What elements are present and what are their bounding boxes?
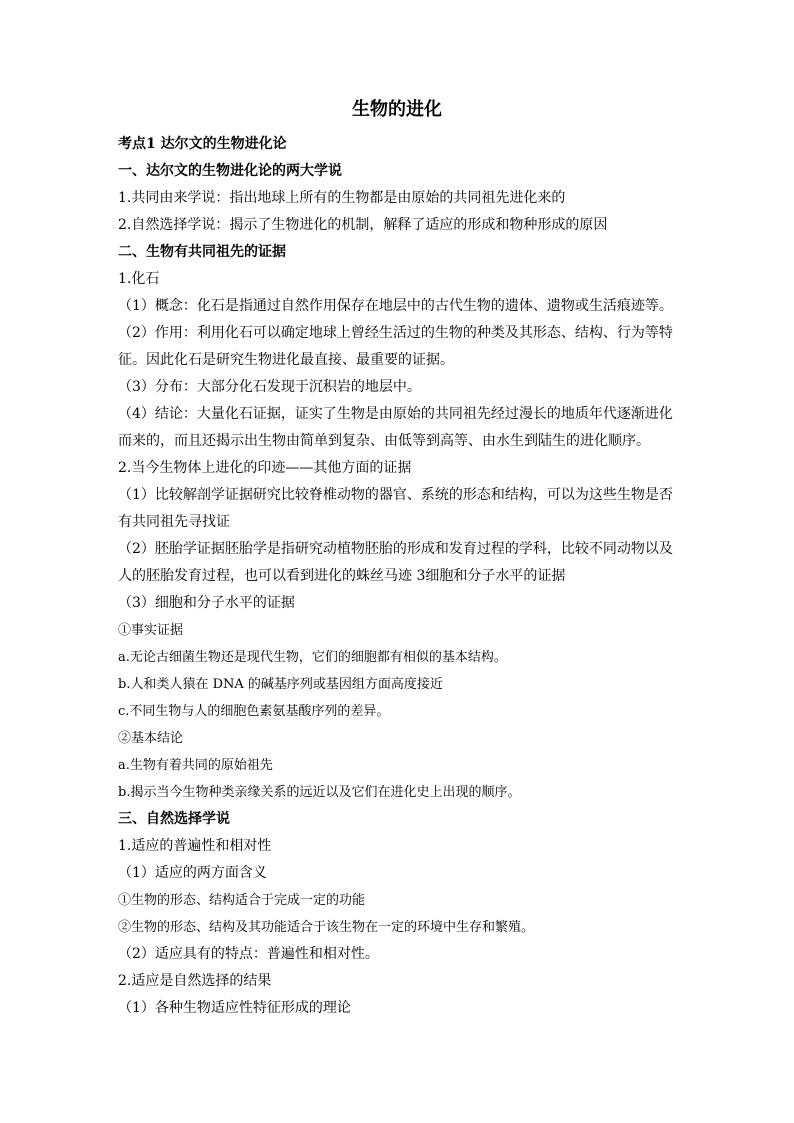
paragraph-line: （1）概念：化石是指通过自然作用保存在地层中的古代生物的遗体、遗物或生活痕迹等。	[118, 298, 673, 314]
paragraph-line: b.揭示当今生物种类亲缘关系的远近以及它们在进化史上出现的顺序。	[118, 785, 521, 800]
paragraph-line: （2）适应具有的特点：普遍性和相对性。	[118, 946, 379, 962]
document-title: 生物的进化	[352, 99, 442, 120]
section-heading: 三、自然选择学说	[118, 811, 230, 827]
paragraph-line: 2.自然选择学说：揭示了生物进化的机制，解释了适应的形成和物种形成的原因	[118, 217, 608, 233]
section-heading: 考点1 达尔文的生物进化论	[118, 136, 287, 152]
paragraph-line: （1）适应的两方面含义	[118, 865, 267, 881]
paragraph-line: b.人和类人猿在 DNA 的碱基序列或基因组方面高度接近	[118, 677, 443, 692]
paragraph-line: a.无论古细菌生物还是现代生物，它们的细胞都有相似的基本结构。	[118, 650, 507, 665]
paragraph-line: 而来的，而且还揭示出生物由简单到复杂、由低等到高等、由水生到陆生的进化顺序。	[118, 433, 650, 449]
paragraph-line: 2.当今生物体上进化的印迹——其他方面的证据	[118, 460, 412, 476]
paragraph-line: ②生物的形态、结构及其功能适合于该生物在一定的环境中生存和繁殖。	[118, 920, 535, 935]
paragraph-line: c.不同生物与人的细胞色素氨基酸序列的差异。	[118, 704, 390, 719]
paragraph-line: （1）比较解剖学证据研究比较脊椎动物的器官、系统的形态和结构，可以为这些生物是否	[118, 487, 673, 503]
paragraph-line: （3）分布：大部分化石发现于沉积岩的地层中。	[118, 379, 421, 395]
paragraph-line: （4）结论：大量化石证据，证实了生物是由原始的共同祖先经过漫长的地质年代逐渐进化	[118, 406, 673, 422]
paragraph-line: 1.化石	[118, 271, 160, 287]
paragraph-line: 人的胚胎发育过程，也可以看到进化的蛛丝马迹 3细胞和分子水平的证据	[118, 568, 566, 584]
paragraph-line: a.生物有着共同的原始祖先	[118, 758, 273, 773]
paragraph-line: （3）细胞和分子水平的证据	[118, 595, 295, 611]
paragraph-line: 征。因此化石是研究生物进化最直接、最重要的证据。	[118, 352, 454, 368]
paragraph-line: （1）各种生物适应性特征形成的理论	[118, 1000, 351, 1016]
paragraph-line: （2）作用：利用化石可以确定地球上曾经生活过的生物的种类及其形态、结构、行为等特	[118, 325, 673, 341]
paragraph-line: 1.适应的普遍性和相对性	[118, 838, 272, 854]
paragraph-line: ①事实证据	[118, 623, 184, 638]
section-heading: 一、达尔文的生物进化论的两大学说	[118, 163, 342, 179]
paragraph-line: （2）胚胎学证据胚胎学是指研究动植物胚胎的形成和发育过程的学科，比较不同动物以及	[118, 541, 673, 557]
paragraph-line: 2.适应是自然选择的结果	[118, 973, 272, 989]
section-heading: 二、生物有共同祖先的证据	[118, 244, 286, 260]
paragraph-line: 有共同祖先寻找证	[118, 514, 230, 530]
paragraph-line: ①生物的形态、结构适合于完成一定的功能	[118, 893, 366, 908]
paragraph-line: 1.共同由来学说：指出地球上所有的生物都是由原始的共同祖先进化来的	[118, 190, 566, 206]
paragraph-line: ②基本结论	[118, 731, 184, 746]
